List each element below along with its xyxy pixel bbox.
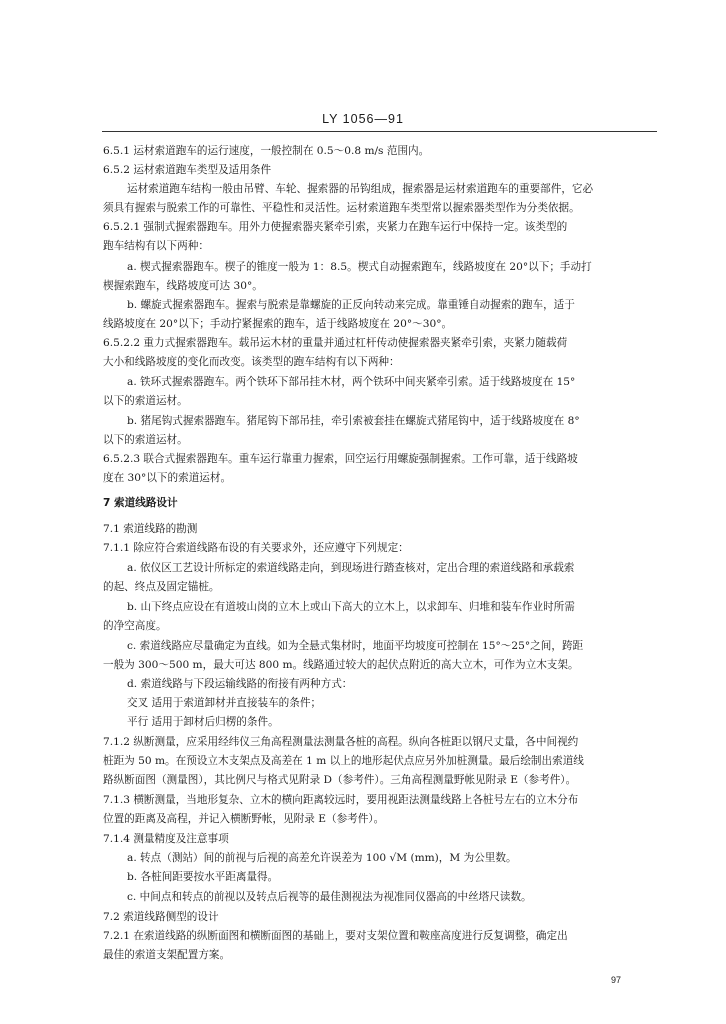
clause-7-1-heading: 7.1 索道线路的勘测 xyxy=(103,523,198,535)
list-item-d: d. 索道线路与下段运输线路的衔接有两种方式： xyxy=(127,678,353,690)
clause-6-5-2-heading: 6.5.2 运材索道跑车类型及适用条件 xyxy=(103,164,272,176)
list-item-c: c. 索道线路应尽量确定为直线。如为全悬式集材时，地面平均坡度可控制在 15°～25°之间，跨距 xyxy=(127,640,584,652)
paragraph-line: 须具有握索与脱索工作的可靠性、平稳性和灵活性。运材索道跑车类型常以握索器类型作为分类依据。 xyxy=(103,202,580,214)
paragraph-line: 运材索道跑车结构一般由吊臂、车轮、握索器的吊钩组成，握索器是运材索道跑车的重要部件，它必 xyxy=(127,183,594,195)
page-number: 97 xyxy=(611,975,622,985)
parallel-option: 平行 适用于卸材后归楞的条件。 xyxy=(127,716,279,728)
clause-7-2-1: 7.2.1 在索道线路的纵断面图和横断面图的基础上，要对支架位置和鞍座高度进行反复调整，确定出 xyxy=(103,930,568,942)
paragraph-line: 桩距为 50 m。在预设立木支架点及高差在 1 m 以上的地形起伏点应另外加桩测量。最后绘制出索道线 xyxy=(103,755,584,767)
list-item-b: b. 山下终点应设在有道坡山岗的立木上或山下高大的立木上，以求卸车、归堆和装车作业时所需 xyxy=(127,601,575,613)
clause-7-1-3: 7.1.3 横断测量，当地形复杂、立木的横向距离较远时，要用视距法测量线路上各桩号左右的立木分布 xyxy=(103,794,579,806)
paragraph-line: 线路坡度在 20°以下；手动拧紧握索的跑车，适于线路坡度在 20°～30°。 xyxy=(103,318,453,330)
list-item-b: b. 螺旋式握索器跑车。握索与脱索是靠螺旋的正反向转动来完成。靠重锤自动握索的跑车，适于 xyxy=(127,299,575,311)
paragraph-line: 以下的索道运材。 xyxy=(103,434,188,446)
paragraph-line: 度在 30°以下的索道运材。 xyxy=(103,472,232,484)
paragraph-line: 的起、终点及固定锚桩。 xyxy=(103,581,220,593)
paragraph-line: 楔握索跑车，线路坡度可达 30°。 xyxy=(103,280,263,292)
clause-7-1-4: 7.1.4 测量精度及注意事项 xyxy=(103,833,229,845)
clause-7-1-1: 7.1.1 除应符合索道线路布设的有关要求外，还应遵守下列规定： xyxy=(103,542,409,554)
header-rule xyxy=(102,131,657,132)
list-item-b: b. 猪尾钩式握索器跑车。猪尾钩下部吊挂，牵引索被套挂在螺旋式猪尾钩中，适于线路坡度在 8° xyxy=(127,415,580,427)
standard-code-header: LY 1056—91 xyxy=(322,112,404,126)
paragraph-line: 跑车结构有以下两种： xyxy=(103,240,209,252)
paragraph-line: 以下的索道运材。 xyxy=(103,395,188,407)
paragraph-line: 一般为 300～500 m，最大可达 800 m。线路通过较大的起伏点附近的高大立木，可作为立木支架。 xyxy=(103,659,579,671)
list-item-c: c. 中间点和转点的前视以及转点后视等的最佳测视法为视准同仪器高的中丝塔尺读数。 xyxy=(127,891,532,903)
crossing-option: 交叉 适用于索道卸材并直接装车的条件； xyxy=(127,697,322,709)
list-item-a: a. 依仪区工艺设计所标定的索道线路走向，到现场进行踏查核对，定出合理的索道线路和承载索 xyxy=(127,562,575,574)
clause-7-1-2: 7.1.2 纵断测量，应采用经纬仪三角高程测量法测量各桩的高程。纵向各桩距以钢尺丈量，各中间视约 xyxy=(103,736,579,748)
clause-6-5-2-1: 6.5.2.1 强制式握索器跑车。用外力使握索器夹紧牵引索，夹紧力在跑车运行中保持一定。该类型的 xyxy=(103,221,568,233)
clause-6-5-1: 6.5.1 运材索道跑车的运行速度，一般控制在 0.5～0.8 m/s 范围内。 xyxy=(103,145,430,157)
list-item-a: a. 转点（测站）间的前视与后视的高差允许误差为 100 √M (mm)，M 为公里数。 xyxy=(127,852,517,864)
paragraph-line: 位置的距离及高程，并记入横断野帐，见附录 E（参考件）。 xyxy=(103,813,385,825)
section-7-heading: 7 索道线路设计 xyxy=(103,497,178,509)
paragraph-line: 的净空高度。 xyxy=(103,620,167,632)
list-item-b: b. 各桩间距要按水平距离量得。 xyxy=(127,871,279,883)
paragraph-line: 最佳的索道支架配置方案。 xyxy=(103,949,231,961)
clause-6-5-2-2: 6.5.2.2 重力式握索器跑车。载吊运木材的重量并通过杠杆传动使握索器夹紧牵引索，夹紧力随载荷 xyxy=(103,337,568,349)
paragraph-line: 大小和线路坡度的变化而改变。该类型的跑车结构有以下两种： xyxy=(103,356,400,368)
list-item-a: a. 楔式握索器跑车。楔子的锥度一般为 1：8.5。楔式自动握索跑车，线路坡度在 20°以下；手动打 xyxy=(127,261,592,273)
clause-6-5-2-3: 6.5.2.3 联合式握索器跑车。重车运行靠重力握索，回空运行用螺旋强制握索。工作可靠，适于线路坡 xyxy=(103,453,578,465)
paragraph-line: 路纵断面图（测量图），其比例尺与格式见附录 D（参考件）。三角高程测量野帐见附录 E（参考件）。 xyxy=(103,774,577,786)
list-item-a: a. 铁环式握索器跑车。两个铁环下部吊挂木材，两个铁环中间夹紧牵引索。适于线路坡度在 15° xyxy=(127,376,576,388)
clause-7-2-heading: 7.2 索道线路侧型的设计 xyxy=(103,911,219,923)
